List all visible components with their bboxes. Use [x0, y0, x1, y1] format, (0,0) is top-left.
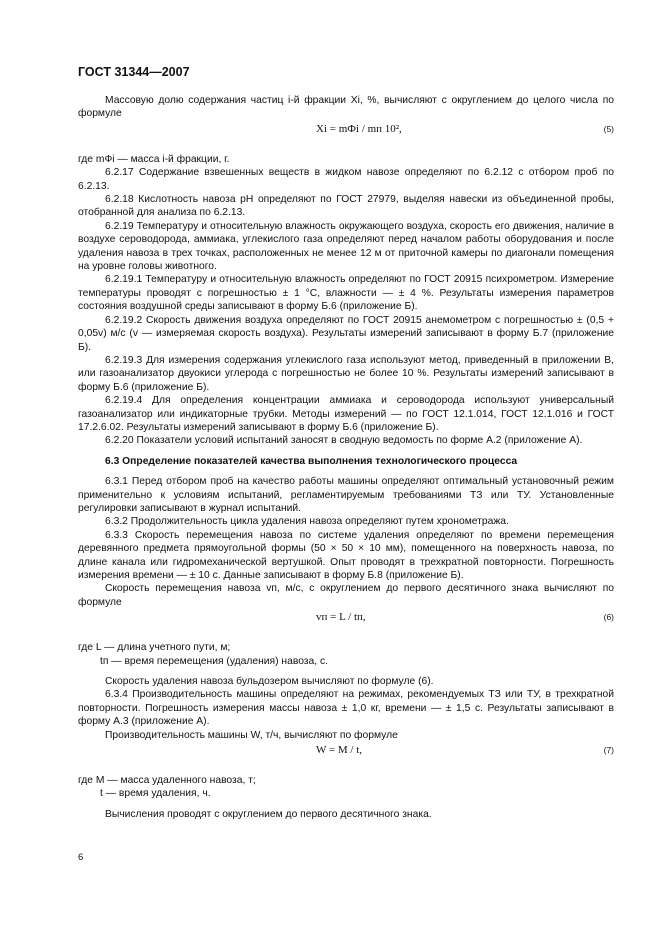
formula-7 [78, 742, 614, 774]
document-body [78, 94, 614, 821]
definition-mass: где mФi — масса i-й фракции, г. [78, 153, 230, 165]
paragraph-6-2-18: 6.2.18 Кислотность навоза pH определяют по ГОСТ 27979, выделяя навески из объединенной пробы, отобранной для анализа по 6.2.13. [78, 194, 614, 219]
paragraph-productivity-intro: Производительность машины W, т/ч, вычисляют по формуле [105, 729, 398, 741]
section-heading-6-3: 6.3 Определение показателей качества выполнения технологического процесса [105, 455, 518, 467]
paragraph-6-2-19-4: 6.2.19.4 Для определения концентрации аммиака и сероводорода используют универсальный газоанализатор или индикаторные трубки. Методы измерений — по ГОСТ 12.1.014, ГОСТ 12.1.016 и ГОСТ 17.2.6.02. Результаты измерений записывают в форму Б.6 (приложение Б). [78, 395, 614, 433]
paragraph-6-2-19-2: 6.2.19.2 Скорость движения воздуха определяют по ГОСТ 20915 анемометром с погрешностью ± (0,5 + 0,05v) м/с (v — измеряемая скорость воздуха). Результаты измерений записывают в форму Б.7 (приложение Б). [78, 314, 614, 353]
paragraph-final: Вычисления проводят с округлением до первого десятичного знака. [105, 808, 432, 820]
definition-length: где L — длина учетного пути, м; [78, 642, 231, 654]
formula-5-expression: Xi = mФi / mп 10², [316, 122, 402, 135]
paragraph-6-2-19-1: 6.2.19.1 Температуру и относительную влажность определяют по ГОСТ 20915 психрометром. Измерение температуры проводят с погрешностью ± 1 °С, влажности — ± 4 %. Результаты измерения параметров состояния воздушной среды записывают в форму Б.6 (приложение Б). [78, 274, 614, 313]
paragraph-speed-intro: Скорость перемещения навоза vп, м/с, с округлением до первого десятичного знака вычисляют по формуле [78, 583, 614, 608]
formula-5-number: (5) [603, 123, 614, 134]
definition-mass-removed: где M — масса удаленного навоза, т; [78, 775, 256, 787]
paragraph-mass-intro: Массовую долю содержания частиц i-й фракции Xi, %, вычисляют с округлением до целого числа по формуле [78, 95, 614, 120]
paragraph-bulldozer: Скорость удаления навоза бульдозером вычисляют по формуле (6). [105, 676, 434, 688]
paragraph-6-3-1: 6.3.1 Перед отбором проб на качество работы машины определяют оптимальный установочный режим применительно к условиям испытаний, регламентируемым требованиями ТЗ или ТУ. Установленные регулировки записывают в журнал испытаний. [78, 476, 614, 514]
formula-7-expression: W = M / t, [316, 744, 363, 757]
paragraph-6-2-17: 6.2.17 Содержание взвешенных веществ в жидком навозе определяют по 6.2.12 с отбором проб по 6.2.13. [78, 167, 614, 192]
page-number: 6 [78, 852, 84, 863]
paragraph-6-2-20: 6.2.20 Показатели условий испытаний заносят в сводную ведомость по форме А.2 (приложение А). [105, 435, 583, 447]
definition-removal-time: t — время удаления, ч. [100, 788, 211, 800]
formula-7-number: (7) [603, 745, 614, 756]
paragraph-6-3-2: 6.3.2 Продолжительность цикла удаления навоза определяют путем хронометража. [105, 516, 509, 528]
paragraph-6-3-4: 6.3.4 Производительность машины определяют на режимах, рекомендуемых ТЗ или ТУ, в трехкратной повторности. Погрешность измерения массы навоза ± 1,0 кг, времени — ± 1,5 с. Результаты записывают в форму А.3 (приложение А). [78, 689, 614, 728]
formula-6-number: (6) [603, 612, 614, 623]
paragraph-6-3-3: 6.3.3 Скорость перемещения навоза по системе удаления определяют по времени перемещения деревянного предмета прямоугольной формы (50 × 50 × 10 мм), помещенного на поверхность навоза, по длине канала или гидромеханической вертушкой. Опыт проводят в трехкратной повторности. Погрешность измерения времени — ± 10 с. Данные записывают в форму Б.8 (приложение Б). [78, 529, 614, 581]
paragraph-6-2-19: 6.2.19 Температуру и относительную влажность окружающего воздуха, скорость его движения, наличие в воздухе сероводорода, аммиака, углекислого газа определяют перед началом работы оборудования и после удаления навоза в трех точках, расположенных не менее 12 м от приточной камеры по диагонали помещения на уровне головы животного. [78, 220, 614, 273]
document-header: ГОСТ 31344—2007 [78, 65, 190, 79]
formula-6 [78, 609, 614, 641]
formula-5 [78, 121, 614, 153]
definition-time: tп — время перемещения (удаления) навоза, с. [100, 655, 328, 667]
paragraph-6-2-19-3: 6.2.19.3 Для измерения содержания углекислого газа используют метод, приведенный в приложении В, или газоанализатор двуокиси углерода с погрешностью не более 10 %. Результаты измерений записывают в форму Б.6 (приложение Б). [78, 354, 614, 393]
formula-6-expression: vп = L / tп, [316, 611, 366, 624]
